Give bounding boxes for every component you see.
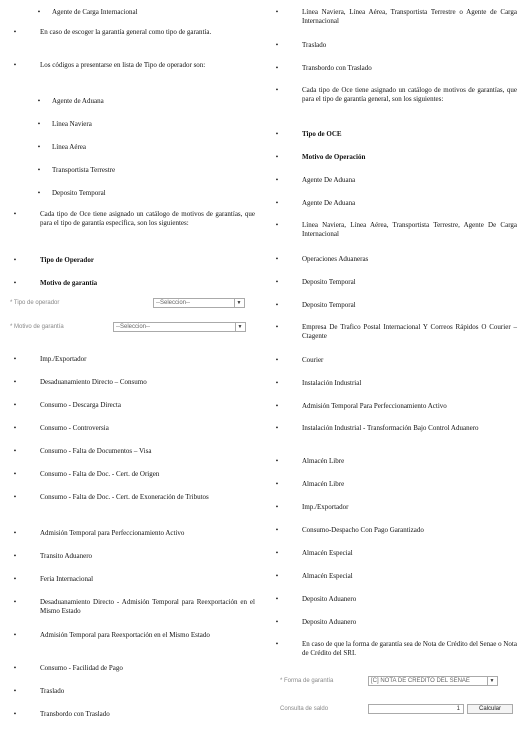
consulta-saldo-value: 1 [456, 706, 460, 712]
list-item [10, 470, 255, 479]
bullet-icon: • [275, 480, 279, 488]
list-item-text: Línea Naviera [52, 120, 92, 128]
bullet-icon: • [13, 687, 17, 695]
bullet-icon: • [13, 28, 17, 36]
list-item [10, 710, 255, 719]
bullet-icon: • [275, 153, 279, 161]
list-item-text: Tipo de Operador [40, 256, 94, 264]
list-item-text: Consumo - Falta de Doc. - Cert. de Origen [40, 470, 160, 478]
tipo-operador-value: --Seleccion-- [156, 300, 191, 306]
bullet-icon: • [13, 575, 17, 583]
list-item [10, 575, 255, 584]
list-item-text: Línea Naviera, Línea Aérea, Transportista Terrestre o Agente de Carga Internacional [302, 8, 517, 25]
list-item [272, 255, 517, 264]
chevron-down-icon: ▼ [234, 299, 243, 307]
list-item-text: Feria Internacional [40, 575, 94, 583]
bullet-icon: • [37, 189, 41, 197]
bullet-icon: • [13, 424, 17, 432]
list-item [10, 279, 255, 288]
list-item [10, 120, 255, 129]
list-item-text: Consumo-Despacho Con Pago Garantizado [302, 526, 424, 534]
list-item [10, 8, 255, 17]
list-item-text: Motivo de garantía [40, 279, 98, 287]
bullet-icon: • [13, 210, 17, 218]
list-item-text: Deposito Aduanero [302, 618, 357, 626]
list-item [272, 278, 517, 287]
tipo-operador-label: * Tipo de operador [10, 300, 60, 306]
list-item-text: Deposito Temporal [52, 189, 106, 197]
list-item-text: Operaciones Aduaneras [302, 255, 369, 263]
list-item [10, 447, 255, 456]
list-item-text: Instalación Industrial [302, 379, 362, 387]
list-item [272, 8, 517, 25]
list-item [10, 355, 255, 364]
consulta-saldo-row [280, 704, 520, 715]
bullet-icon: • [37, 97, 41, 105]
list-item [272, 41, 517, 50]
bullet-icon: • [275, 526, 279, 534]
bullet-icon: • [275, 199, 279, 207]
bullet-icon: • [275, 130, 279, 138]
list-item [10, 401, 255, 410]
bullet-icon: • [13, 447, 17, 455]
bullet-icon: • [13, 552, 17, 560]
forma-garantia-select[interactable] [368, 676, 498, 686]
list-item [272, 323, 517, 340]
bullet-icon: • [275, 41, 279, 49]
list-item [272, 457, 517, 466]
list-item [10, 664, 255, 673]
list-item-text: Admisión Temporal para Reexportación en el Mismo Estado [40, 631, 210, 639]
list-item-text: Deposito Aduanero [302, 595, 357, 603]
bullet-icon: • [37, 166, 41, 174]
list-item [272, 130, 517, 139]
list-item-text: Desaduanamiento Directo - Admisión Temporal para Reexportación en el Mismo Estado [40, 598, 255, 615]
list-item [272, 402, 517, 411]
list-item [272, 618, 517, 627]
list-item [272, 86, 517, 103]
bullet-icon: • [37, 8, 41, 16]
bullet-icon: • [13, 355, 17, 363]
bullet-icon: • [13, 598, 17, 606]
bullet-icon: • [275, 572, 279, 580]
list-item [272, 572, 517, 581]
bullet-icon: • [275, 595, 279, 603]
bullet-icon: • [275, 278, 279, 286]
list-item-text: Admisión Temporal Para Perfeccionamiento Activo [302, 402, 447, 410]
bullet-icon: • [13, 470, 17, 478]
list-item-text: Almacén Libre [302, 480, 345, 488]
list-item [10, 631, 255, 640]
list-item [10, 166, 255, 175]
bullet-icon: • [13, 493, 17, 501]
list-item-text: Agente de Carga Internacional [52, 8, 138, 16]
consulta-saldo-label: Consulta de saldo [280, 706, 329, 712]
list-item [10, 529, 255, 538]
list-item [10, 61, 255, 70]
bullet-icon: • [275, 8, 279, 16]
list-item-text: Desaduanamiento Directo – Consumo [40, 378, 147, 386]
list-item [10, 28, 255, 37]
list-item-text: Almacén Libre [302, 457, 345, 465]
list-item [10, 598, 255, 615]
bullet-icon: • [13, 529, 17, 537]
list-item-text: Línea Aérea [52, 143, 87, 151]
bullet-icon: • [13, 279, 17, 287]
bullet-icon: • [275, 402, 279, 410]
list-item-text: Cada tipo de Oce tiene asignado un catálogo de motivos de garantías, que para el tipo de garantía específica, son los siguientes: [40, 210, 255, 227]
list-item-text: Consumo - Descarga Directa [40, 401, 121, 409]
list-item [10, 210, 255, 227]
bullet-icon: • [13, 256, 17, 264]
calcular-button[interactable] [467, 704, 513, 714]
motivo-garantia-row [10, 322, 246, 333]
bullet-icon: • [275, 356, 279, 364]
list-item [272, 221, 517, 238]
list-item-text: Empresa De Trafico Postal Internacional Y Correos Rápidos O Courier – Ctagente [302, 323, 517, 340]
list-item-text: Línea Naviera, Línea Aérea, Transportista Terrestre, Agente De Carga Internacional [302, 221, 517, 238]
bullet-icon: • [275, 86, 279, 94]
list-item [10, 378, 255, 387]
list-item-text: Agente de Aduana [52, 97, 104, 105]
list-item-text: Almacén Especial [302, 549, 353, 557]
motivo-garantia-label: * Motivo de garantía [10, 324, 64, 330]
list-item-text: Almacén Especial [302, 572, 353, 580]
bullet-icon: • [13, 710, 17, 718]
list-item-text: Traslado [40, 687, 65, 695]
forma-garantia-label: * Forma de garantía [280, 678, 334, 684]
list-item-text: Admisión Temporal para Perfeccionamiento Activo [40, 529, 185, 537]
bullet-icon: • [275, 424, 279, 432]
bullet-icon: • [13, 61, 17, 69]
forma-garantia-row [280, 676, 500, 687]
list-item [272, 176, 517, 185]
bullet-icon: • [275, 64, 279, 72]
list-item-text: Imp./Exportador [40, 355, 87, 363]
list-item-text: Motivo de Operación [302, 153, 366, 161]
calcular-label: Calcular [478, 706, 501, 712]
list-item-text: Consumo - Controversia [40, 424, 109, 432]
bullet-icon: • [37, 143, 41, 151]
list-item [10, 424, 255, 433]
bullet-icon: • [275, 503, 279, 511]
list-item [10, 493, 255, 502]
list-item [272, 356, 517, 365]
list-item [272, 153, 517, 162]
list-item [10, 189, 255, 198]
bullet-icon: • [275, 379, 279, 387]
list-item-text: Cada tipo de Oce tiene asignado un catálogo de motivos de garantías, que para el tipo de garantía general, son los siguientes: [302, 86, 517, 103]
bullet-icon: • [275, 176, 279, 184]
bullet-icon: • [275, 618, 279, 626]
list-item-text: Tipo de OCE [302, 130, 342, 138]
bullet-icon: • [13, 378, 17, 386]
chevron-down-icon: ▼ [235, 323, 244, 331]
bullet-icon: • [275, 323, 279, 331]
list-item-text: Consumo - Facilidad de Pago [40, 664, 123, 672]
bullet-icon: • [13, 664, 17, 672]
list-item [272, 640, 517, 657]
list-item-text: Courier [302, 356, 324, 364]
list-item-text: Traslado [302, 41, 327, 49]
consulta-saldo-input[interactable] [368, 704, 464, 714]
list-item [272, 379, 517, 388]
bullet-icon: • [13, 631, 17, 639]
list-item-text: Consumo - Falta de Documentos – Visa [40, 447, 152, 455]
bullet-icon: • [13, 401, 17, 409]
list-item-text: Deposito Temporal [302, 278, 356, 286]
list-item [272, 199, 517, 208]
list-item-text: Imp./Exportador [302, 503, 349, 511]
list-item-text: En caso de que la forma de garantía sea de Nota de Crédito del Senae o Nota de Crédito del SRI. [302, 640, 517, 657]
list-item [10, 143, 255, 152]
chevron-down-icon: ▼ [487, 677, 496, 685]
tipo-operador-row [10, 298, 246, 309]
list-item [10, 687, 255, 696]
list-item-text: Transbordo con Traslado [40, 710, 110, 718]
list-item-text: Consumo - Falta de Doc. - Cert. de Exoneración de Tributos [40, 493, 209, 501]
bullet-icon: • [275, 549, 279, 557]
list-item-text: En caso de escoger la garantía general como tipo de garantía. [40, 28, 212, 36]
list-item-text: Transportista Terrestre [52, 166, 116, 174]
list-item [10, 552, 255, 561]
list-item-text: Los códigos a presentarse en lista de Tipo de operador son: [40, 61, 206, 69]
bullet-icon: • [37, 120, 41, 128]
list-item [272, 480, 517, 489]
list-item-text: Agente De Aduana [302, 199, 356, 207]
tipo-operador-select[interactable] [153, 298, 245, 308]
list-item-text: Transito Aduanero [40, 552, 93, 560]
motivo-garantia-value: --Seleccion-- [116, 324, 151, 330]
list-item [272, 64, 517, 73]
list-item [272, 503, 517, 512]
list-item-text: Instalación Industrial - Transformación Bajo Control Aduanero [302, 424, 479, 432]
list-item [10, 256, 255, 265]
list-item [272, 424, 517, 433]
bullet-icon: • [275, 221, 279, 229]
list-item [272, 549, 517, 558]
list-item-text: Transbordo con Traslado [302, 64, 372, 72]
list-item [272, 526, 517, 535]
list-item-text: Agente De Aduana [302, 176, 356, 184]
bullet-icon: • [275, 457, 279, 465]
list-item-text: Deposito Temporal [302, 301, 356, 309]
motivo-garantia-select[interactable] [113, 322, 246, 332]
list-item [272, 301, 517, 310]
list-item [10, 97, 255, 106]
list-item [272, 595, 517, 604]
bullet-icon: • [275, 255, 279, 263]
bullet-icon: • [275, 301, 279, 309]
bullet-icon: • [275, 640, 279, 648]
forma-garantia-value: [C] NOTA DE CREDITO DEL SENAE [371, 678, 470, 684]
